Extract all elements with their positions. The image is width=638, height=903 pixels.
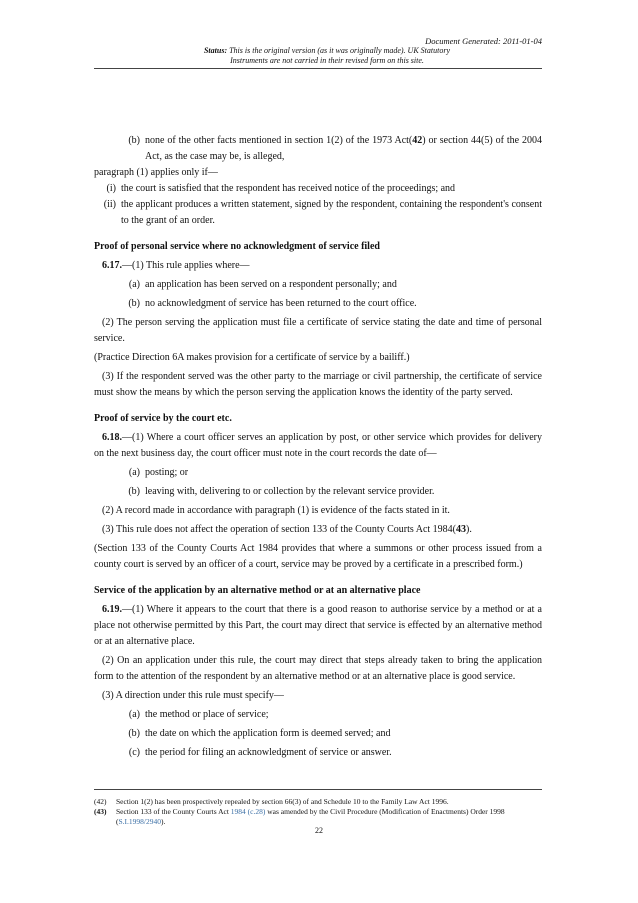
rule-6-19-item-b xyxy=(94,726,542,742)
rule-6-17-para-2: (2) The person serving the application must file a certificate of service stating the date and time of personal service. xyxy=(94,317,542,344)
rule-6-19-para-2: (2) On an application under this rule, the court may direct that steps already taken to bring the application form to the attention of the respondent by an alternative method or at an alternative place is good service. xyxy=(94,655,542,682)
document-body xyxy=(94,133,542,761)
document-generated-date: Document Generated: 2011-01-04 xyxy=(425,36,542,46)
footnote-text: Section 1(2) has been prospectively repealed by section 66(3) of and Schedule 10 to the Family Law Act 1996. xyxy=(116,797,449,806)
legislation-link[interactable]: 1984 (c.28) xyxy=(230,807,266,816)
rule-6-19-item-c xyxy=(94,745,542,761)
rule-6-18-note: (Section 133 of the County Courts Act 1984 provides that where a summons or other process issued from a county court is served by an officer of a court, service may be proved by a certificate in a prescribed form.) xyxy=(94,543,542,570)
item-label: (ii) xyxy=(103,199,116,210)
statutory-instrument-link[interactable]: S.I.1998/2940 xyxy=(118,817,162,826)
footnotes xyxy=(94,797,542,827)
footnote-43 xyxy=(94,807,542,827)
item-text: posting; or xyxy=(145,467,189,478)
item-label: (b) xyxy=(128,728,140,739)
status-label: Status: xyxy=(203,46,228,55)
footnote-text: Section 133 of the County Courts Act 1984 (c.28) was amended by the Civil Procedure (Modification of Enactments) Order 1998 (S.I.1998/2940). xyxy=(116,807,505,826)
status-text: This is the original version (as it was originally made). UK Statutory Instruments are not carried in their revised form on this site. xyxy=(229,46,450,65)
rule-6-17-note: (Practice Direction 6A makes provision for a certificate of service by a bailiff.) xyxy=(94,352,410,363)
footnote-label: (42) xyxy=(94,797,107,806)
item-text: an application has been served on a respondent personally; and xyxy=(145,279,397,290)
condition-ii xyxy=(94,197,542,229)
footnote-ref-42[interactable]: 42 xyxy=(412,135,423,146)
heading-rule-6-18: Proof of service by the court etc. xyxy=(94,413,232,424)
rule-6-17-para-3: (3) If the respondent served was the other party to the marriage or civil partnership, the certificate of service must show the means by which the person serving the application knows the identity of the party served. xyxy=(94,371,542,398)
item-label: (a) xyxy=(128,279,140,290)
footnote-42 xyxy=(94,797,542,807)
item-text: none of the other facts mentioned in section 1(2) of the 1973 Act(42) or section 44(5) of the 2004 Act, as the case may be, is alleged, xyxy=(145,135,542,162)
paragraph-b xyxy=(94,133,542,165)
item-text: the period for filing an acknowledgment of service or answer. xyxy=(145,747,392,758)
rule-6-19-para-1: 6.19.—(1) Where it appears to the court that there is a good reason to authorise service by a method or at a place not otherwise permitted by this Part, the court may direct that service is effected by an alternative method or at an alternative place. xyxy=(94,604,542,647)
condition-i xyxy=(94,181,542,197)
footnote-divider xyxy=(94,789,542,790)
rule-6-18-item-b xyxy=(94,484,542,500)
item-label: (b) xyxy=(128,486,140,497)
rule-number: 6.17. xyxy=(102,260,122,271)
rule-6-17-item-a xyxy=(94,277,542,293)
footnote-label: (43) xyxy=(94,807,107,816)
status-notice xyxy=(196,46,458,66)
item-label: (b) xyxy=(128,298,140,309)
page-number: 22 xyxy=(315,826,323,835)
rule-6-18-para-1: 6.18.—(1) Where a court officer serves an application by post, or other service which provides for delivery on the next business day, the court officer must note in the court records the date of— xyxy=(94,432,542,459)
rule-6-18-para-3: (3) This rule does not affect the operation of section 133 of the County Courts Act 1984(43). xyxy=(102,524,472,535)
item-text: leaving with, delivering to or collection by the relevant service provider. xyxy=(145,486,435,497)
rule-6-18-para-2: (2) A record made in accordance with paragraph (1) is evidence of the facts stated in it. xyxy=(102,505,450,516)
item-label: (b) xyxy=(128,135,140,146)
heading-rule-6-19: Service of the application by an alternative method or at an alternative place xyxy=(94,585,421,596)
item-text: the method or place of service; xyxy=(145,709,269,720)
rule-6-17-para-1: 6.17.—(1) This rule applies where— xyxy=(102,260,250,271)
rule-6-18-item-a xyxy=(94,465,542,481)
item-label: (i) xyxy=(106,183,116,194)
header-divider xyxy=(94,68,542,69)
heading-rule-6-17: Proof of personal service where no acknowledgment of service filed xyxy=(94,241,380,252)
paragraph-intro: paragraph (1) applies only if— xyxy=(94,167,218,178)
item-text: the date on which the application form is deemed served; and xyxy=(145,728,391,739)
item-text: the applicant produces a written statement, signed by the respondent, containing the respondent's consent to the grant of an order. xyxy=(121,199,542,226)
rule-6-19-para-3: (3) A direction under this rule must specify— xyxy=(102,690,284,701)
rule-number: 6.19. xyxy=(102,604,122,615)
footnote-ref-43[interactable]: 43 xyxy=(456,524,467,535)
rule-6-17-item-b xyxy=(94,296,542,312)
item-text: the court is satisfied that the respondent has received notice of the proceedings; and xyxy=(121,183,456,194)
item-text: no acknowledgment of service has been returned to the court office. xyxy=(145,298,417,309)
item-label: (a) xyxy=(128,467,140,478)
item-label: (c) xyxy=(128,747,140,758)
rule-number: 6.18. xyxy=(102,432,122,443)
rule-6-19-item-a xyxy=(94,707,542,723)
item-label: (a) xyxy=(128,709,140,720)
